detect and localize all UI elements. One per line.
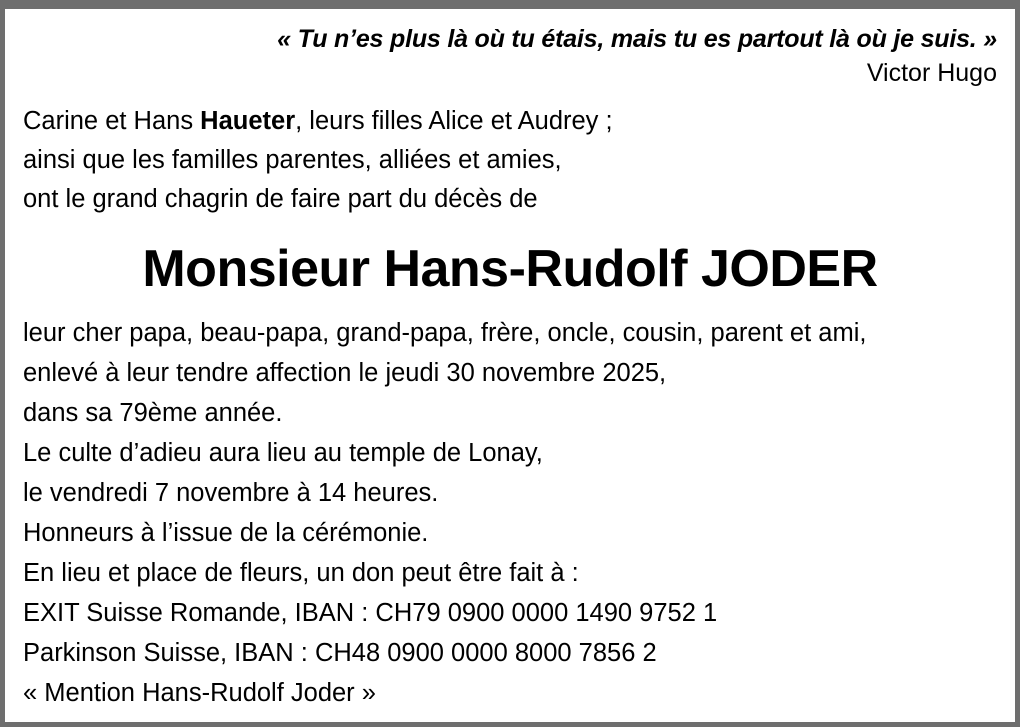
family-surname: Haueter [200,106,296,135]
body-line-7: En lieu et place de fleurs, un don peut être fait à : [23,558,579,587]
announcement-line-1 [23,102,997,141]
donation-mention: « Mention Hans-Rudolf Joder » [23,678,376,707]
notice-content [5,9,1015,714]
body-line-1: leur cher papa, beau-papa, grand-papa, frère, oncle, cousin, parent et ami, [23,319,867,348]
epigraph-author: Victor Hugo [866,59,997,87]
announcement-line-2: ainsi que les familles parentes, alliées et amies, [23,145,562,174]
announcement-line-3: ont le grand chagrin de faire part du décès de [23,185,538,214]
deceased-name: Monsieur Hans-Rudolf JODER [142,240,878,299]
body-line-3: dans sa 79ème année. [23,399,283,428]
body-line-6: Honneurs à l’issue de la cérémonie. [23,519,429,548]
announcement-line-1-before: Carine et Hans [23,106,201,135]
donation-iban-exit: EXIT Suisse Romande, IBAN : CH79 0900 0000 1490 9752 1 [23,598,718,627]
epigraph-quote: « Tu n’es plus là où tu étais, mais tu es partout là où je suis. » [277,25,997,53]
announcement-block [23,102,997,220]
body-block [23,314,997,713]
body-line-4: Le culte d’adieu aura lieu au temple de Lonay, [23,439,543,468]
body-line-2: enlevé à leur tendre affection le jeudi 30 novembre 2025, [23,359,667,388]
announcement-line-1-after: , leurs filles Alice et Audrey ; [295,106,613,135]
donation-iban-parkinson: Parkinson Suisse, IBAN : CH48 0900 0000 8000 7856 2 [23,638,657,667]
body-line-5: le vendredi 7 novembre à 14 heures. [23,479,439,508]
